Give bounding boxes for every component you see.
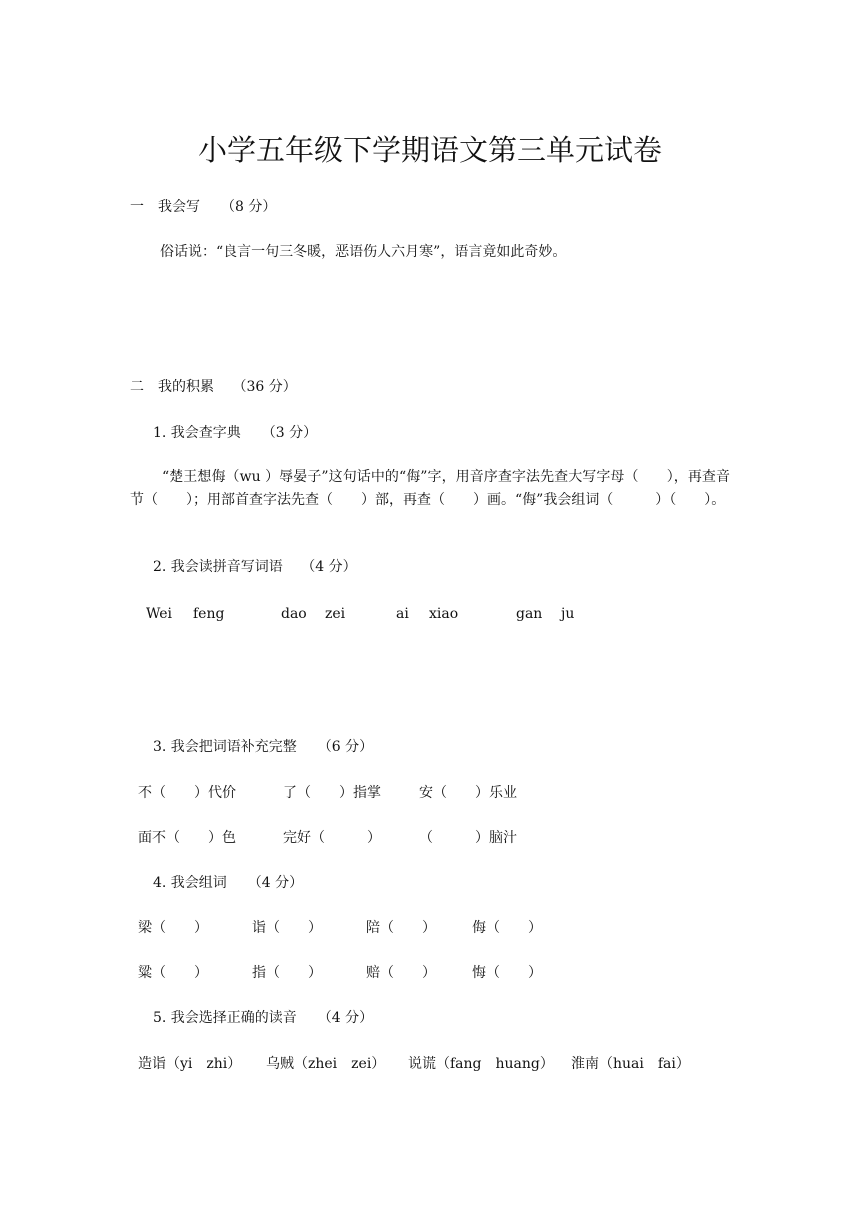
q1-heading: 1. 我会查字典 （3 分） — [153, 425, 318, 441]
q4-item: 陪（ ） — [366, 920, 436, 936]
q4-item: 指（ ） — [252, 965, 322, 981]
q5-item: 淮南（huai fai） — [571, 1056, 690, 1072]
q3-item: （ ）脑汁 — [419, 830, 517, 846]
q4-item: 诣（ ） — [252, 920, 322, 936]
pinyin-6: xiao — [429, 606, 459, 622]
pinyin-4: zei — [325, 606, 346, 622]
section1-text: 俗话说：“良言一句三冬暖，恶语伤人六月寒”，语言竟如此奇妙。 — [160, 244, 567, 260]
q3-item: 不（ ）代价 — [138, 785, 236, 801]
pinyin-8: ju — [561, 606, 575, 622]
q4-item: 悔（ ） — [472, 965, 542, 981]
pinyin-3: dao — [281, 606, 307, 622]
q4-item: 侮（ ） — [472, 920, 542, 936]
q4-item: 梁（ ） — [138, 920, 208, 936]
q3-item: 安（ ）乐业 — [419, 785, 517, 801]
q5-item: 乌贼（zhei zei） — [266, 1056, 386, 1072]
q1-text: “楚王想侮（wu ）辱晏子”这句话中的“侮”字，用音序查字法先查大写字母（ ），再查音节（ ）；用部首查字法先查（ ）部，再查（ ）画。“侮”我会组词（ ）（ ）。 — [130, 469, 730, 508]
q5-item: 说谎（fang huang） — [408, 1056, 554, 1072]
q4-heading: 4. 我会组词 （4 分） — [153, 875, 304, 891]
pinyin-5: ai — [396, 606, 409, 622]
q5-item: 造诣（yi zhi） — [138, 1056, 242, 1072]
q3-item: 完好（ ） — [283, 830, 381, 846]
page-title: 小学五年级下学期语文第三单元试卷 — [197, 133, 662, 167]
pinyin-1: Wei — [146, 606, 173, 622]
section2-heading: 二 我的积累 （36 分） — [130, 379, 297, 395]
q3-item: 了（ ）指掌 — [283, 785, 381, 801]
q4-item: 粱（ ） — [138, 965, 208, 981]
q3-item: 面不（ ）色 — [138, 830, 236, 846]
q3-heading: 3. 我会把词语补充完整 （6 分） — [153, 739, 374, 755]
q5-heading: 5. 我会选择正确的读音 （4 分） — [153, 1010, 374, 1026]
q2-heading: 2. 我会读拼音写词语 （4 分） — [153, 559, 357, 575]
pinyin-7: gan — [516, 606, 543, 622]
section1-heading: 一 我会写 （8 分） — [130, 199, 277, 215]
q4-item: 赔（ ） — [366, 965, 436, 981]
pinyin-2: feng — [193, 606, 225, 622]
